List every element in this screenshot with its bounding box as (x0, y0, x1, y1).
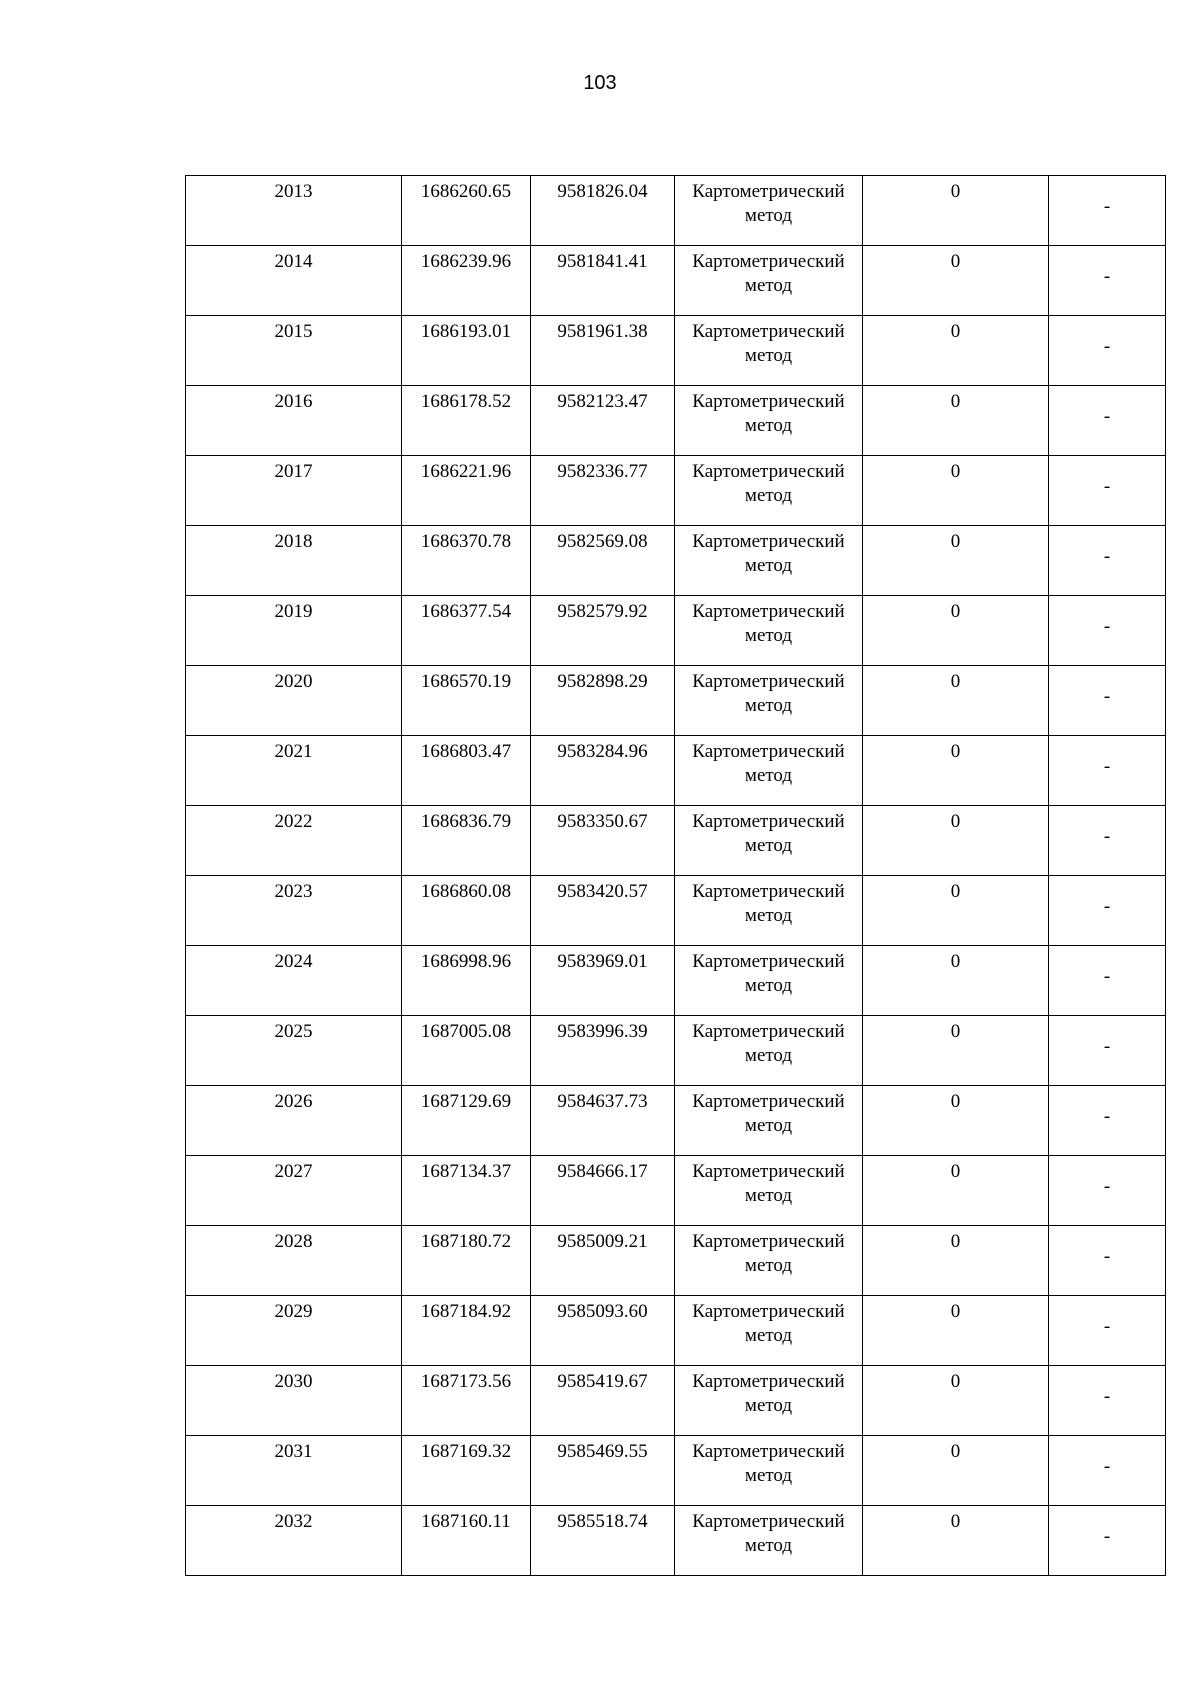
error-cell: 0 (863, 1156, 1049, 1226)
y-coordinate-cell: 9583420.57 (531, 876, 675, 946)
table-row (186, 666, 1166, 736)
method-cell: Картометрический метод (675, 596, 863, 666)
note-cell: - (1049, 736, 1166, 806)
method-cell: Картометрический метод (675, 1226, 863, 1296)
x-coordinate-cell: 1686998.96 (402, 946, 531, 1016)
note-cell: - (1049, 1016, 1166, 1086)
point-number-cell: 2020 (186, 666, 402, 736)
note-cell: - (1049, 666, 1166, 736)
y-coordinate-cell: 9583996.39 (531, 1016, 675, 1086)
x-coordinate-cell: 1686239.96 (402, 246, 531, 316)
y-coordinate-cell: 9585009.21 (531, 1226, 675, 1296)
point-number-cell: 2014 (186, 246, 402, 316)
point-number-cell: 2015 (186, 316, 402, 386)
method-cell: Картометрический метод (675, 736, 863, 806)
method-cell: Картометрический метод (675, 876, 863, 946)
point-number-cell: 2024 (186, 946, 402, 1016)
method-cell: Картометрический метод (675, 386, 863, 456)
error-cell: 0 (863, 316, 1049, 386)
error-cell: 0 (863, 1016, 1049, 1086)
x-coordinate-cell: 1686221.96 (402, 456, 531, 526)
table-row (186, 456, 1166, 526)
table-row (186, 1016, 1166, 1086)
table-row (186, 176, 1166, 246)
method-cell: Картометрический метод (675, 526, 863, 596)
point-number-cell: 2019 (186, 596, 402, 666)
error-cell: 0 (863, 1086, 1049, 1156)
note-cell: - (1049, 456, 1166, 526)
x-coordinate-cell: 1687005.08 (402, 1016, 531, 1086)
note-cell: - (1049, 1436, 1166, 1506)
point-number-cell: 2025 (186, 1016, 402, 1086)
x-coordinate-cell: 1687160.11 (402, 1506, 531, 1576)
x-coordinate-cell: 1686803.47 (402, 736, 531, 806)
point-number-cell: 2028 (186, 1226, 402, 1296)
table-row (186, 1366, 1166, 1436)
x-coordinate-cell: 1687180.72 (402, 1226, 531, 1296)
table-row (186, 1506, 1166, 1576)
error-cell: 0 (863, 246, 1049, 316)
note-cell: - (1049, 1506, 1166, 1576)
point-number-cell: 2016 (186, 386, 402, 456)
point-number-cell: 2026 (186, 1086, 402, 1156)
y-coordinate-cell: 9585469.55 (531, 1436, 675, 1506)
method-cell: Картометрический метод (675, 1156, 863, 1226)
method-cell: Картометрический метод (675, 666, 863, 736)
note-cell: - (1049, 316, 1166, 386)
note-cell: - (1049, 596, 1166, 666)
point-number-cell: 2030 (186, 1366, 402, 1436)
coordinates-table (185, 175, 1166, 1576)
x-coordinate-cell: 1686377.54 (402, 596, 531, 666)
x-coordinate-cell: 1686193.01 (402, 316, 531, 386)
note-cell: - (1049, 1086, 1166, 1156)
note-cell: - (1049, 386, 1166, 456)
note-cell: - (1049, 1156, 1166, 1226)
table-row (186, 1226, 1166, 1296)
method-cell: Картометрический метод (675, 1366, 863, 1436)
y-coordinate-cell: 9582898.29 (531, 666, 675, 736)
point-number-cell: 2027 (186, 1156, 402, 1226)
y-coordinate-cell: 9581961.38 (531, 316, 675, 386)
y-coordinate-cell: 9583969.01 (531, 946, 675, 1016)
table-row (186, 596, 1166, 666)
point-number-cell: 2022 (186, 806, 402, 876)
y-coordinate-cell: 9581826.04 (531, 176, 675, 246)
note-cell: - (1049, 1366, 1166, 1436)
point-number-cell: 2021 (186, 736, 402, 806)
error-cell: 0 (863, 876, 1049, 946)
table-row (186, 1086, 1166, 1156)
y-coordinate-cell: 9583350.67 (531, 806, 675, 876)
method-cell: Картометрический метод (675, 176, 863, 246)
error-cell: 0 (863, 526, 1049, 596)
x-coordinate-cell: 1686370.78 (402, 526, 531, 596)
y-coordinate-cell: 9584666.17 (531, 1156, 675, 1226)
x-coordinate-cell: 1687173.56 (402, 1366, 531, 1436)
point-number-cell: 2031 (186, 1436, 402, 1506)
error-cell: 0 (863, 1296, 1049, 1366)
note-cell: - (1049, 176, 1166, 246)
x-coordinate-cell: 1687169.32 (402, 1436, 531, 1506)
method-cell: Картометрический метод (675, 1436, 863, 1506)
y-coordinate-cell: 9583284.96 (531, 736, 675, 806)
y-coordinate-cell: 9585419.67 (531, 1366, 675, 1436)
note-cell: - (1049, 246, 1166, 316)
note-cell: - (1049, 1296, 1166, 1366)
table-row (186, 526, 1166, 596)
y-coordinate-cell: 9582123.47 (531, 386, 675, 456)
point-number-cell: 2023 (186, 876, 402, 946)
table-row (186, 876, 1166, 946)
y-coordinate-cell: 9582569.08 (531, 526, 675, 596)
table-row (186, 1156, 1166, 1226)
point-number-cell: 2018 (186, 526, 402, 596)
table-row (186, 246, 1166, 316)
x-coordinate-cell: 1686178.52 (402, 386, 531, 456)
point-number-cell: 2017 (186, 456, 402, 526)
page-number: 103 (583, 72, 617, 94)
x-coordinate-cell: 1687134.37 (402, 1156, 531, 1226)
error-cell: 0 (863, 666, 1049, 736)
method-cell: Картометрический метод (675, 456, 863, 526)
method-cell: Картометрический метод (675, 246, 863, 316)
x-coordinate-cell: 1687184.92 (402, 1296, 531, 1366)
point-number-cell: 2032 (186, 1506, 402, 1576)
point-number-cell: 2013 (186, 176, 402, 246)
error-cell: 0 (863, 386, 1049, 456)
table-row (186, 386, 1166, 456)
note-cell: - (1049, 946, 1166, 1016)
x-coordinate-cell: 1686260.65 (402, 176, 531, 246)
error-cell: 0 (863, 946, 1049, 1016)
x-coordinate-cell: 1686570.19 (402, 666, 531, 736)
table-row (186, 316, 1166, 386)
note-cell: - (1049, 526, 1166, 596)
y-coordinate-cell: 9585518.74 (531, 1506, 675, 1576)
error-cell: 0 (863, 1506, 1049, 1576)
table-row (186, 946, 1166, 1016)
table-body (186, 176, 1166, 1576)
error-cell: 0 (863, 456, 1049, 526)
note-cell: - (1049, 1226, 1166, 1296)
method-cell: Картометрический метод (675, 1016, 863, 1086)
error-cell: 0 (863, 1436, 1049, 1506)
method-cell: Картометрический метод (675, 806, 863, 876)
table-row (186, 806, 1166, 876)
x-coordinate-cell: 1686836.79 (402, 806, 531, 876)
note-cell: - (1049, 876, 1166, 946)
method-cell: Картометрический метод (675, 1296, 863, 1366)
y-coordinate-cell: 9582579.92 (531, 596, 675, 666)
point-number-cell: 2029 (186, 1296, 402, 1366)
table-row (186, 1436, 1166, 1506)
note-cell: - (1049, 806, 1166, 876)
method-cell: Картометрический метод (675, 316, 863, 386)
x-coordinate-cell: 1686860.08 (402, 876, 531, 946)
error-cell: 0 (863, 806, 1049, 876)
error-cell: 0 (863, 1226, 1049, 1296)
table-row (186, 1296, 1166, 1366)
error-cell: 0 (863, 1366, 1049, 1436)
y-coordinate-cell: 9585093.60 (531, 1296, 675, 1366)
method-cell: Картометрический метод (675, 1086, 863, 1156)
error-cell: 0 (863, 596, 1049, 666)
y-coordinate-cell: 9581841.41 (531, 246, 675, 316)
method-cell: Картометрический метод (675, 946, 863, 1016)
error-cell: 0 (863, 736, 1049, 806)
method-cell: Картометрический метод (675, 1506, 863, 1576)
error-cell: 0 (863, 176, 1049, 246)
y-coordinate-cell: 9584637.73 (531, 1086, 675, 1156)
x-coordinate-cell: 1687129.69 (402, 1086, 531, 1156)
table-row (186, 736, 1166, 806)
y-coordinate-cell: 9582336.77 (531, 456, 675, 526)
